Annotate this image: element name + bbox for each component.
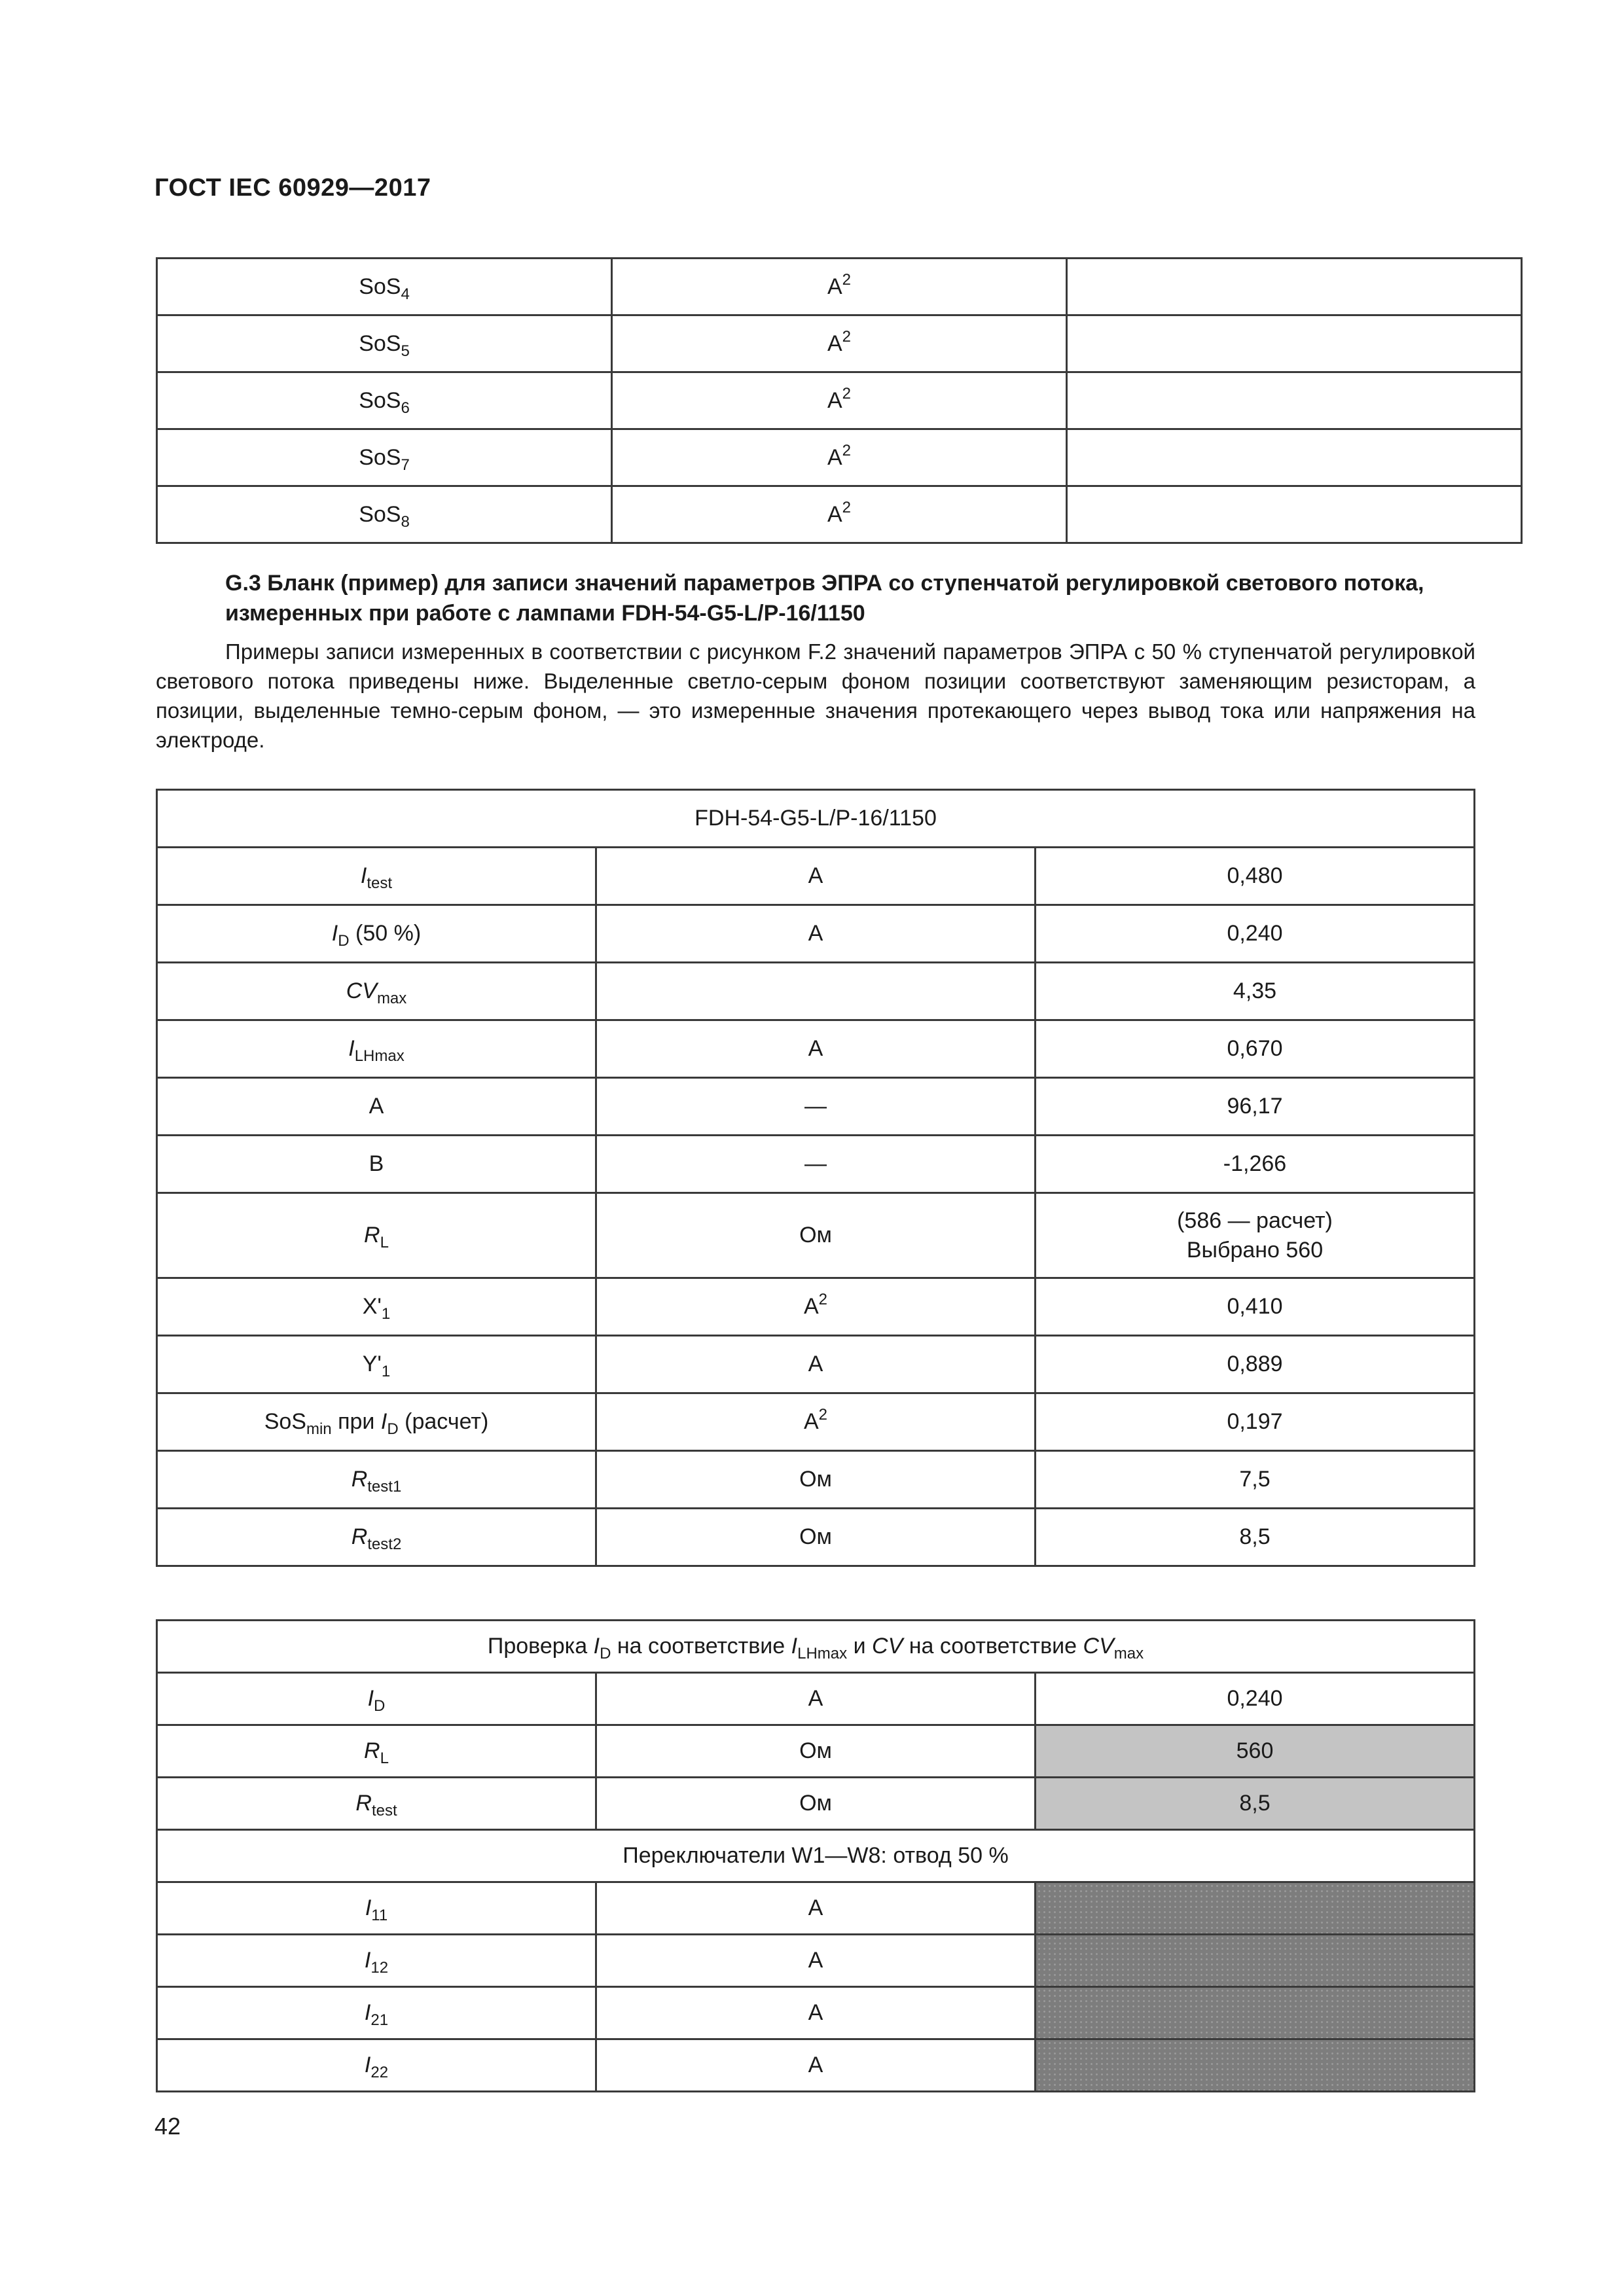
unit-cell: $A^2$ bbox=[596, 1393, 1036, 1451]
unit-cell: A bbox=[596, 1020, 1036, 1078]
param-cell: $I_{LHmax}$ bbox=[157, 1020, 596, 1078]
value-cell: 0,197 bbox=[1036, 1393, 1475, 1451]
unit-cell: $A^2$ bbox=[612, 259, 1067, 315]
param-cell: $R_L$ bbox=[157, 1725, 596, 1778]
table-header-row bbox=[157, 1621, 1475, 1673]
table-subheader-cell: Переключатели W1—W8: отвод 50 % bbox=[157, 1830, 1475, 1882]
param-cell: A bbox=[157, 1078, 596, 1136]
value-cell bbox=[1067, 372, 1522, 429]
table-row bbox=[157, 1020, 1475, 1078]
unit-cell: A bbox=[596, 1336, 1036, 1393]
param-cell: SoS$_4$ bbox=[157, 259, 612, 315]
value-cell: 0,480 bbox=[1036, 848, 1475, 905]
param-cell: $R_{test}$ bbox=[157, 1778, 596, 1830]
unit-cell: A bbox=[596, 1987, 1036, 2039]
value-cell bbox=[1067, 315, 1522, 372]
table-subheader-row bbox=[157, 1830, 1475, 1882]
unit-cell: Ом bbox=[596, 1778, 1036, 1830]
measured-value-cell bbox=[1036, 2039, 1475, 2092]
value-cell: 0,410 bbox=[1036, 1278, 1475, 1336]
table-row bbox=[157, 1935, 1475, 1987]
table-row bbox=[157, 259, 1522, 315]
param-cell: $I_{22}$ bbox=[157, 2039, 596, 2092]
param-cell: $CV_{max}$ bbox=[157, 963, 596, 1020]
unit-cell: A bbox=[596, 2039, 1036, 2092]
unit-cell: Ом bbox=[596, 1451, 1036, 1509]
param-cell: $R_{test1}$ bbox=[157, 1451, 596, 1509]
unit-cell: A bbox=[596, 905, 1036, 963]
sos-table bbox=[156, 257, 1523, 544]
value-cell bbox=[1067, 486, 1522, 543]
measured-value-cell bbox=[1036, 1935, 1475, 1987]
param-cell: SoS$_6$ bbox=[157, 372, 612, 429]
param-cell: SoS$_{min}$ при $I_D$ (расчет) bbox=[157, 1393, 596, 1451]
table-row bbox=[157, 905, 1475, 963]
table-row bbox=[157, 1278, 1475, 1336]
param-cell: SoS$_7$ bbox=[157, 429, 612, 486]
table-row bbox=[157, 1393, 1475, 1451]
unit-cell: A bbox=[596, 1882, 1036, 1935]
unit-cell: A bbox=[596, 848, 1036, 905]
param-cell: $X'_1$ bbox=[157, 1278, 596, 1336]
unit-cell: $A^2$ bbox=[612, 315, 1067, 372]
table-header-row bbox=[157, 790, 1475, 848]
table-row bbox=[157, 1078, 1475, 1136]
table-row bbox=[157, 372, 1522, 429]
unit-cell bbox=[596, 963, 1036, 1020]
unit-cell: — bbox=[596, 1078, 1036, 1136]
table-row bbox=[157, 1451, 1475, 1509]
param-cell: SoS$_5$ bbox=[157, 315, 612, 372]
table-header-cell: FDH-54-G5-L/P-16/1150 bbox=[157, 790, 1475, 848]
table-row bbox=[157, 1882, 1475, 1935]
param-cell: $I_{21}$ bbox=[157, 1987, 596, 2039]
unit-cell: Ом bbox=[596, 1725, 1036, 1778]
value-cell: 4,35 bbox=[1036, 963, 1475, 1020]
unit-cell: A bbox=[596, 1935, 1036, 1987]
document-header: ГОСТ IEC 60929—2017 bbox=[154, 174, 431, 202]
value-cell: 0,889 bbox=[1036, 1336, 1475, 1393]
value-cell: -1,266 bbox=[1036, 1136, 1475, 1193]
param-cell: $I_{test}$ bbox=[157, 848, 596, 905]
table-header-cell: Проверка $I_D$ на соответствие $I_{LHmax}$ и CV на соответствие $CV_{max}$ bbox=[157, 1621, 1475, 1673]
param-cell: B bbox=[157, 1136, 596, 1193]
table-row bbox=[157, 1136, 1475, 1193]
value-cell bbox=[1067, 259, 1522, 315]
value-cell: 0,240 bbox=[1036, 1673, 1475, 1725]
unit-cell: Ом bbox=[596, 1193, 1036, 1278]
measured-value-cell bbox=[1036, 1987, 1475, 2039]
parameters-table bbox=[156, 789, 1475, 1567]
value-cell: 7,5 bbox=[1036, 1451, 1475, 1509]
table-row bbox=[157, 1193, 1475, 1278]
value-cell: 8,5 bbox=[1036, 1509, 1475, 1566]
value-cell: (586 — расчет) Выбрано 560 bbox=[1036, 1193, 1475, 1278]
param-cell: $I_D$ bbox=[157, 1673, 596, 1725]
value-cell-highlighted: 560 bbox=[1036, 1725, 1475, 1778]
value-cell bbox=[1067, 429, 1522, 486]
value-cell: 0,240 bbox=[1036, 905, 1475, 963]
page-number: 42 bbox=[154, 2113, 181, 2140]
unit-cell: $A^2$ bbox=[596, 1278, 1036, 1336]
table-row bbox=[157, 1725, 1475, 1778]
table-row bbox=[157, 1509, 1475, 1566]
section-title-text: Бланк (пример) для записи значений параметров ЭПРА со ступенчатой регулировкой светового потока, измеренных при работе с лампами FDH-54-G5-L/P-16/1150 bbox=[225, 571, 1424, 626]
param-cell: $I_D$ (50 %) bbox=[157, 905, 596, 963]
table-row bbox=[157, 1778, 1475, 1830]
table-row bbox=[157, 2039, 1475, 2092]
unit-cell: — bbox=[596, 1136, 1036, 1193]
param-cell: $I_{11}$ bbox=[157, 1882, 596, 1935]
unit-cell: $A^2$ bbox=[612, 372, 1067, 429]
value-cell-highlighted: 8,5 bbox=[1036, 1778, 1475, 1830]
param-cell: SoS$_8$ bbox=[157, 486, 612, 543]
table-row bbox=[157, 315, 1522, 372]
unit-cell: A bbox=[596, 1673, 1036, 1725]
value-cell: 0,670 bbox=[1036, 1020, 1475, 1078]
table-row bbox=[157, 848, 1475, 905]
param-cell: $R_L$ bbox=[157, 1193, 596, 1278]
table-row bbox=[157, 1987, 1475, 2039]
verification-table bbox=[156, 1619, 1475, 2092]
param-cell: $R_{test2}$ bbox=[157, 1509, 596, 1566]
section-title bbox=[225, 568, 1475, 628]
table-row bbox=[157, 486, 1522, 543]
unit-cell: $A^2$ bbox=[612, 429, 1067, 486]
param-cell: $Y'_1$ bbox=[157, 1336, 596, 1393]
section-paragraph: Примеры записи измеренных в соответствии с рисунком F.2 значений параметров ЭПРА с 50 % ступенчатой регулировкой светового потока приведены ниже. Выделенные светло-серым фоном позиции соответствуют заменяющим резисторам, а позиции, выделенные темно-серым фоном, — это измеренные значения протекающего через вывод тока или напряжения на электроде. bbox=[156, 639, 1475, 752]
unit-cell: Ом bbox=[596, 1509, 1036, 1566]
table-row bbox=[157, 963, 1475, 1020]
param-cell: $I_{12}$ bbox=[157, 1935, 596, 1987]
value-cell: 96,17 bbox=[1036, 1078, 1475, 1136]
section-number: G.3 bbox=[225, 571, 261, 596]
measured-value-cell bbox=[1036, 1882, 1475, 1935]
table-row bbox=[157, 1673, 1475, 1725]
table-row bbox=[157, 1336, 1475, 1393]
unit-cell: $A^2$ bbox=[612, 486, 1067, 543]
table-row bbox=[157, 429, 1522, 486]
